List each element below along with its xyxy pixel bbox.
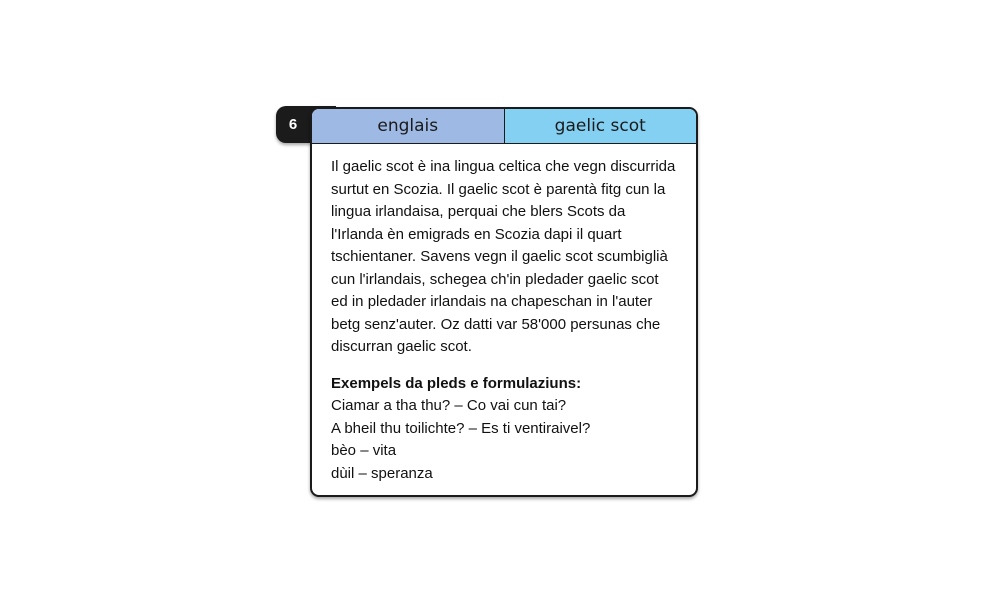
tab-englais[interactable]: englais	[312, 109, 505, 143]
example-line: A bheil thu toilichte? – Es ti ventiraivel?	[331, 419, 591, 437]
card-number: 6	[288, 116, 298, 133]
example-line: bèo – vita	[331, 442, 397, 459]
example-line: dùil – speranza	[331, 464, 433, 482]
language-card	[276, 106, 698, 498]
examples-title: Exempels da pleds e formulaziuns:	[331, 374, 582, 392]
examples-section	[331, 373, 676, 486]
tab-gaelic-scot[interactable]: gaelic scot	[505, 109, 697, 143]
example-line: Ciamar a tha thu? – Co vai cun tai?	[331, 397, 567, 414]
card-tabs	[312, 109, 696, 144]
card-description: Il gaelic scot è ina lingua celtica che vegn discurrida surtut en Scozia. Il gaelic scot è parentà fitg cun la lingua irlandaisa, perquai che blers Scots da l'Irlanda èn emigrads en Scozia dapi il quart tschientaner. Savens vegn il gaelic scot scumbiglià cun l'irlandais, schegea ch'in pledader gaelic scot ed in pledader irlandais na chapeschan in l'auter betg senz'auter. Oz datti var 58'000 persunas che discurran gaelic scot.	[331, 158, 676, 355]
card-body	[312, 144, 696, 485]
card-panel	[310, 107, 698, 497]
